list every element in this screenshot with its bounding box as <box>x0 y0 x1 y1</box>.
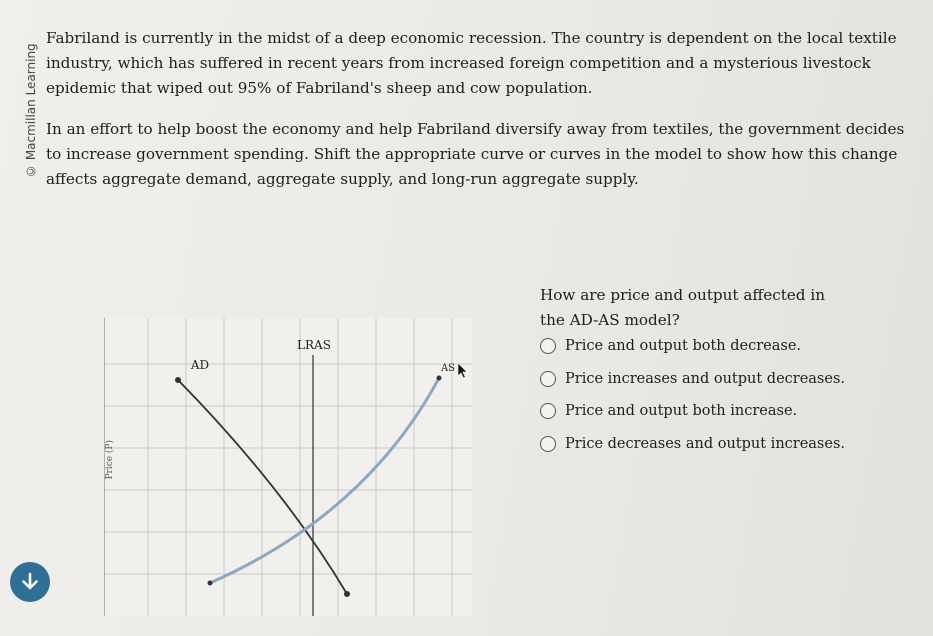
option-label: Price increases and output decreases. <box>565 370 846 387</box>
option-label: Price and output both increase. <box>565 403 798 419</box>
ad-curve-endpoint-top[interactable] <box>175 377 181 383</box>
as-curve-endpoint-top[interactable] <box>437 376 442 381</box>
option-label: Price and output both decrease. <box>565 338 802 354</box>
copyright-watermark: © Macmillan Learning <box>24 43 38 178</box>
lras-label: LRAS <box>297 338 331 352</box>
option-price-up-output-down[interactable] <box>540 368 870 390</box>
arrow-down-icon <box>19 571 41 593</box>
radio-button[interactable] <box>540 371 556 387</box>
ad-as-graph[interactable] <box>104 318 472 616</box>
question-text: How are price and output affected in the AD-AS model? <box>540 286 825 329</box>
option-price-output-increase[interactable] <box>540 400 870 422</box>
option-price-down-output-up[interactable] <box>540 433 870 455</box>
answer-options <box>540 335 870 465</box>
radio-button[interactable] <box>540 436 556 452</box>
y-axis-label: Price (P) <box>105 440 115 480</box>
radio-button[interactable] <box>540 338 556 354</box>
ad-label: AD <box>190 358 210 372</box>
as-label: AS <box>440 363 456 374</box>
ad-curve-endpoint-bottom[interactable] <box>344 591 350 597</box>
as-curve-endpoint-bottom[interactable] <box>208 581 213 586</box>
radio-button[interactable] <box>540 403 556 419</box>
download-button[interactable] <box>10 562 50 602</box>
scenario-paragraph-2: In an effort to help boost the economy and help Fabriland diversify away from textiles, the government decides to increase government spending. Shift the appropriate curve or curves in the model to show how this change affects aggregate demand, aggregate supply, and long-run aggregate supply. <box>46 120 905 188</box>
scenario-paragraph-1: Fabriland is currently in the midst of a deep economic recession. The country is dependent on the local textile industry, which has suffered in recent years from increased foreign competition and a mysterious livestock epidemic that wiped out 95% of Fabriland's sheep and cow population. <box>46 29 897 97</box>
option-label: Price decreases and output increases. <box>565 435 846 452</box>
graph-background <box>104 318 472 616</box>
option-price-output-decrease[interactable] <box>540 335 870 357</box>
